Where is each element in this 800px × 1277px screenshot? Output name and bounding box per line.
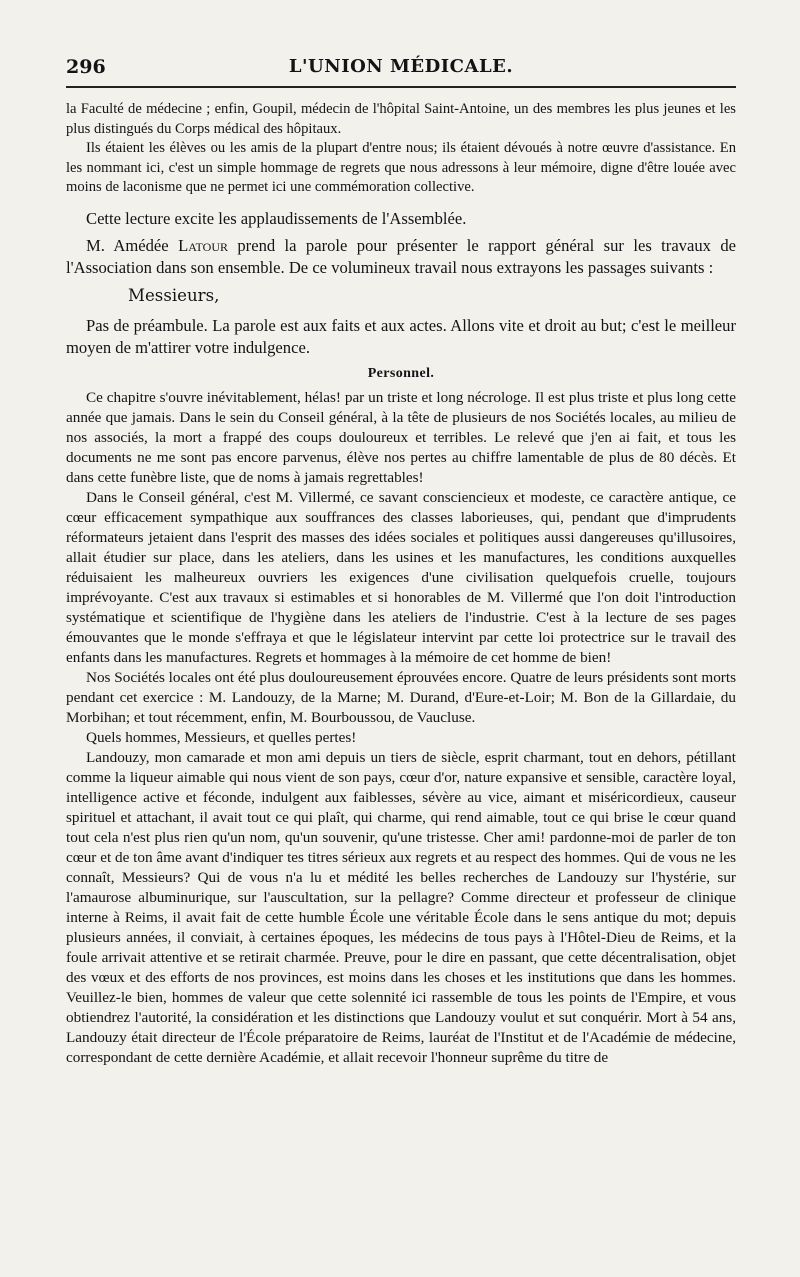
preamble-block — [66, 315, 736, 358]
latour-intro-text-end: prend la parole pour présenter le rapport général sur les travaux de l'Association dans son ensemble. De ce volumineux travail nous extrayons les passages suivants : — [66, 236, 736, 277]
narrative-block — [66, 208, 736, 279]
latour-name: Latour — [178, 236, 228, 256]
header-rule — [66, 86, 736, 88]
intro-block — [66, 100, 736, 198]
report-paragraph: Ce chapitre s'ouvre inévitablement, hélas! par un triste et long nécrologe. Il est plus triste et plus long cette année que jamais. Dans le sein du Conseil général, à la tête de plusieurs de nos Sociétés locales, au milieu de nos associés, la mort a frappé des coups douloureux et terribles. Le relevé que j'en ai fait, et tous les documents ne me sont pas encore parvenus, élève nos pertes au chiffre lamentable de plus de 80 décès. Et dans cette funèbre liste, que de noms à jamais regrettables! — [66, 389, 736, 487]
report-paragraph: Quels hommes, Messieurs, et quelles pertes! — [86, 729, 357, 747]
running-title: L'UNION MÉDICALE. — [288, 56, 514, 77]
applause-paragraph: Cette lecture excite les applaudissements de l'Assemblée. — [86, 208, 467, 228]
section-title: Personnel. — [367, 366, 435, 382]
latour-intro-text: M. Amédée — [86, 236, 179, 256]
page-header — [66, 52, 736, 86]
report-body — [66, 388, 736, 1068]
report-paragraph: Landouzy, mon camarade et mon ami depuis un tiers de siècle, esprit charmant, tout en dehors, pétillant comme la liqueur aimable qui nous vient de son pays, cœur d'or, nature expansive et sensible, caractère loyal, intelligence active et féconde, indulgent aux faiblesses, sévère au vice, aimant et miséricordieux, causeur spirituel et attachant, il avait tout ce qui plaît, qui charme, qui rend aimable, tout ce qui brise le cœur quand tout cela n'est plus rien qu'un nom, qu'un souvenir, qu'une tristesse. Cher ami! pardonne-moi de parler de ton cœur et de ton âme avant d'indiquer tes titres sérieux aux regrets et au respect des hommes. Qui de vous ne les connaît, Messieurs? Qui de vous n'a lu et médité les belles recherches de Landouzy sur l'hystérie, sur l'amaurose albuminurique, sur l'auscultation, sur la pellagre? Comme directeur et professeur de clinique interne à Reims, il avait fait de cette humble École une véritable École dans le sens antique du mot; depuis plusieurs années, il conviait, à certaines époques, les médecins de tous pays à l'Hôtel-Dieu de Reims, et la foule arrivait attentive et se retirait charmée. Preuve, pour le dire en passant, que cette décentralisation, objet des vœux et des efforts de nos provinces, est moins dans les choses et les institutions que dans les hommes. Veuillez-le bien, hommes de valeur que cette solennité ici rassemble de tous les points de l'Empire, et vous obtiendrez l'autorité, la considération et les distinctions que Landouzy voulut et sut conquérir. Mort à 54 ans, Landouzy était directeur de l'École préparatoire de Reims, lauréat de l'Institut et de l'Académie de médecine, correspondant de cette dernière Académie, et allait recevoir l'honneur suprême du titre de — [66, 749, 736, 1067]
latour-paragraph — [66, 235, 736, 278]
intro-paragraph: Ils étaient les élèves ou les amis de la plupart d'entre nous; ils étaient dévoués à notre œuvre d'assistance. En les nommant ici, c'est un simple hommage de regrets que nous adressons à leur mémoire, digne d'être louée avec moins de laconisme que ne permet ici une commémoration collective. — [66, 140, 736, 195]
report-paragraph: Nos Sociétés locales ont été plus douloureusement éprouvées encore. Quatre de leurs présidents sont morts pendant cet exercice : M. Landouzy, de la Marne; M. Durand, d'Eure-et-Loir; M. Bon de la Gillardaie, du Morbihan; et tout récemment, enfin, M. Bourboussou, de Vaucluse. — [66, 669, 736, 727]
salutation: Messieurs, — [128, 286, 220, 306]
page-number: 296 — [66, 56, 106, 78]
report-paragraph: Dans le Conseil général, c'est M. Villermé, ce savant consciencieux et modeste, ce caractère antique, ce cœur efficacement sympathique aux souffrances des classes laborieuses, qui, pendant que d'imprudents réformateurs jetaient dans l'esprit des masses des idées sociales et politiques aussi dangereuses qu'illusoires, allait étudier sur place, dans les ateliers, dans les usines et les manufactures, les conditions auxquelles réduisaient les malheureux ouvriers les exigences d'une civilisation quelquefois cruelle, toujours imprévoyante. C'est aux travaux si estimables et si honorables de M. Villermé que l'on doit l'introduction systématique et scientifique de l'hygiène dans les ateliers de l'industrie. C'est à la lecture de ses pages émouvantes que le monde s'effraya et que le législateur intervint par cette loi protectrice sur le travail des enfants dans les manufactures. Regrets et hommages à la mémoire de cet homme de bien! — [66, 489, 736, 667]
preamble-paragraph: Pas de préambule. La parole est aux faits et aux actes. Allons vite et droit au but; c'est le meilleur moyen de m'attirer votre indulgence. — [66, 316, 736, 357]
intro-paragraph: la Faculté de médecine ; enfin, Goupil, médecin de l'hôpital Saint-Antoine, un des membres les plus jeunes et les plus distingués du Corps médical des hôpitaux. — [66, 101, 736, 137]
